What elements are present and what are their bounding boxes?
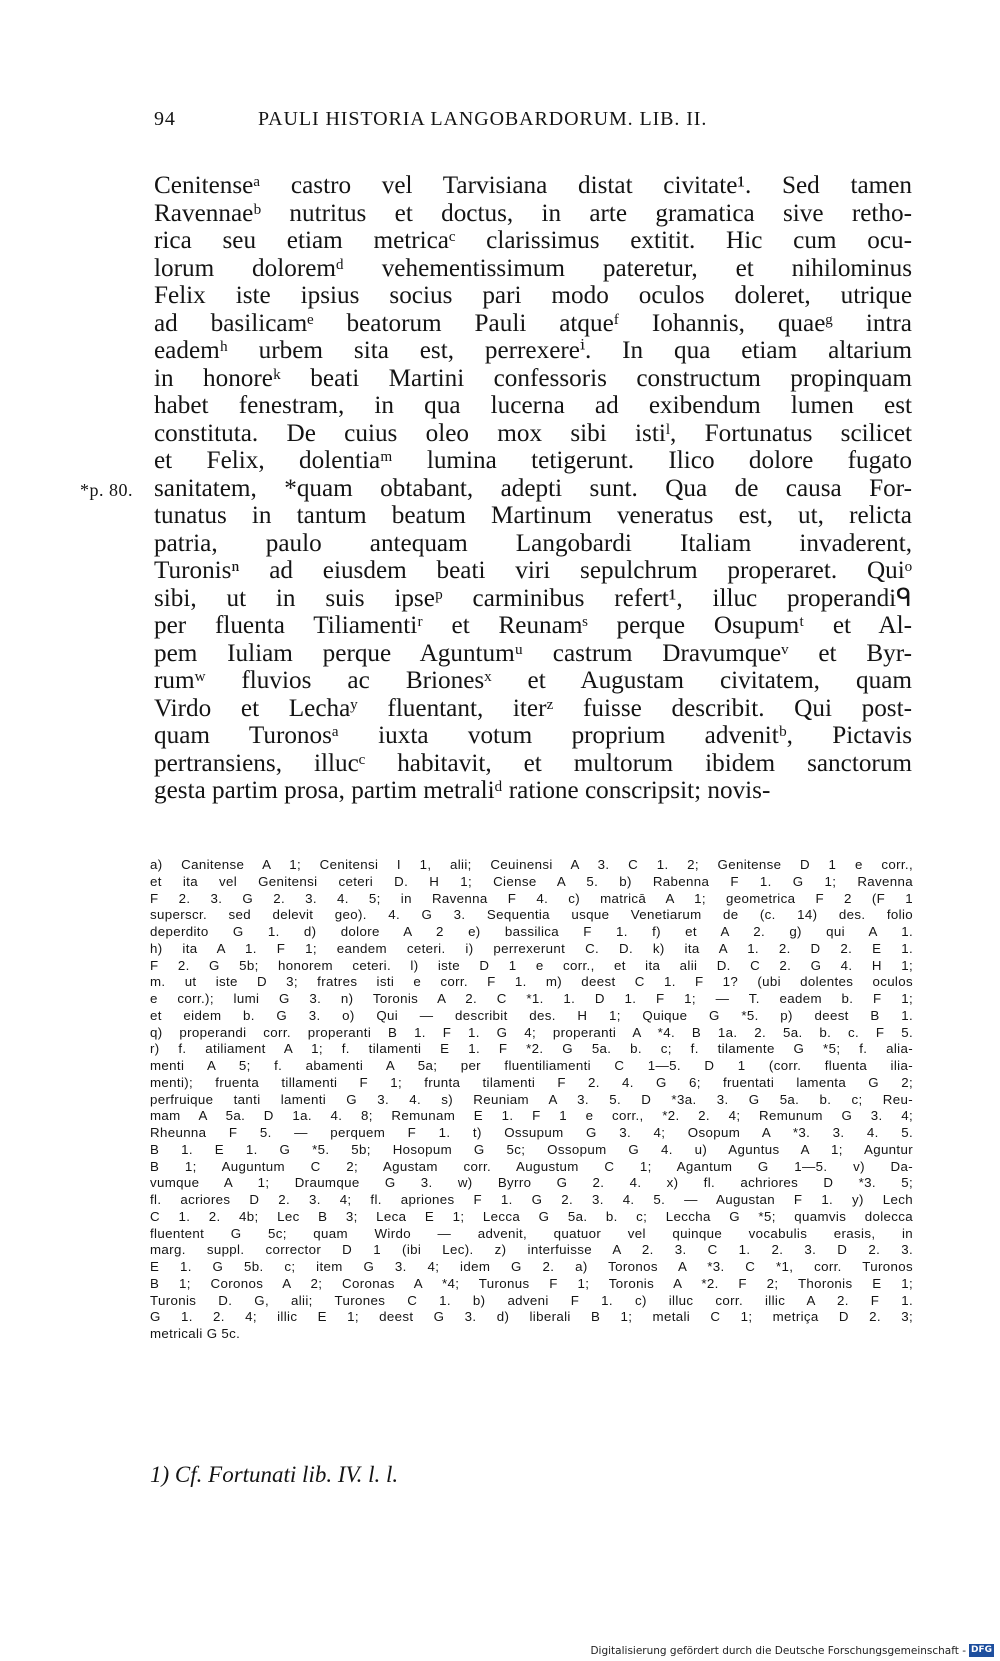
text-line xyxy=(154,365,912,393)
apparatus-line: F 2. G 5b; honorem ceteri. l) iste D 1 e corr., et ita alii D. C 2. G 4. H 1; xyxy=(150,957,913,973)
apparatus-line: menti A 5; f. abamenti A 5a; per fluentiliamenti C 1—5. D 1 (corr. fluenta ilia- xyxy=(150,1058,913,1073)
digitization-credit xyxy=(590,1644,994,1657)
credit-text: Digitalisierung gefördert durch die Deutsche Forschungsgemeinschaft - xyxy=(590,1644,966,1657)
text-line xyxy=(80,474,912,503)
text-line xyxy=(154,420,912,448)
running-header xyxy=(154,108,816,131)
text-line xyxy=(154,585,912,613)
text-line-content: patria, paulo antequam Langobardi Italiam invaderent, xyxy=(154,529,912,557)
apparatus-line: a) Canitense A 1; Cenitensi I 1, alii; Ceuinensi A 3. C 1. 2; Genitense D 1 e corr., xyxy=(150,857,913,872)
apparatus-line: fluentent G 5c; quam Wirdo — advenit, quatuor vel quinque vocabulis erasis, in xyxy=(150,1225,913,1241)
text-line-content: Virdo et Lechaʸ fluentant, iterᶻ fuisse describit. Qui post- xyxy=(154,694,912,722)
text-line-content: Cenitenseᵃ castro vel Tarvisiana distat civitate¹. Sed tamen xyxy=(154,172,912,199)
text-line xyxy=(154,777,912,805)
text-line xyxy=(154,695,912,723)
text-line xyxy=(154,200,912,228)
apparatus-line: r) f. atiliament A 1; f. tilamenti E 1. F *2. G 5a. b. c; f. tilamente G *5; f. alia- xyxy=(150,1041,913,1057)
text-line-content: quam Turonosᵃ iuxta votum proprium advenitᵇ, Pictavis xyxy=(154,722,912,749)
apparatus-line: e corr.); lumi G 3. n) Toronis A 2. C *1. 1. D 1. F 1; — T. eadem b. F 1; xyxy=(150,991,913,1006)
main-text xyxy=(80,172,912,805)
apparatus-line: et eidem b. G 3. o) Qui — describit des. H 1; Quique G *5. p) deest B 1. xyxy=(150,1007,913,1023)
apparatus-line: perfruique tanti lamenti G 3. 4. s) Reuniam A 3. 5. D *3a. 3. G 5a. b. c; Reu- xyxy=(150,1091,913,1107)
running-title: PAULI HISTORIA LANGOBARDORUM. LIB. II. xyxy=(258,108,708,130)
text-line xyxy=(154,667,912,695)
text-line-content: lorum doloremᵈ vehementissimum pateretur, et nihilominus xyxy=(154,254,912,282)
text-line-content: per fluenta Tiliamentiʳ et Reunamˢ perque Osupumᵗ et Al- xyxy=(154,612,912,639)
apparatus-line: h) ita A 1. F 1; eandem ceteri. i) perrexerunt C. D. k) ita A 1. 2. D 2. E 1. xyxy=(150,940,913,956)
apparatus-line: C 1. 2. 4b; Lec B 3; Leca E 1; Lecca G 5a. b. c; Leccha G *5; quamvis dolecca xyxy=(150,1208,913,1224)
text-line-content: sibi, ut in suis ipseᵖ carminibus refert¹, illuc properandiᑫ xyxy=(154,584,912,612)
apparatus-line: vumque A 1; Draumque G 3. w) Byrro G 2. 4. x) fl. achriores D *3. 5; xyxy=(150,1175,913,1191)
apparatus-line: metricali G 5c. xyxy=(150,1326,241,1341)
apparatus-line: menti); fruenta tillamenti F 1; frunta tilamenti F 2. 4. G 6; fruentati lamenta G 2; xyxy=(150,1074,913,1090)
apparatus-line: B 1; Coronos A 2; Coronas A *4; Turonus F 1; Toronis A *2. F 2; Thoronis E 1; xyxy=(150,1275,913,1291)
critical-apparatus xyxy=(150,857,913,1343)
text-line xyxy=(154,227,912,255)
text-line-content: rica seu etiam metricaᶜ clarissimus extitit. Hic cum ocu- xyxy=(154,227,912,254)
apparatus-line: B 1; Auguntum C 2; Agustam corr. Augustum C 1; Agantum G 1—5. v) Da- xyxy=(150,1158,913,1174)
apparatus-line: et ita vel Genitensi ceteri D. H 1; Ciense A 5. b) Rabenna F 1. G 1; Ravenna xyxy=(150,873,913,889)
apparatus-line: m. ut iste D 3; fratres isti e corr. F 1. m) deest C 1. F 1? (ubi dolentes oculos xyxy=(150,974,913,990)
apparatus-line: fl. acriores D 2. 3. 4; fl. apriones F 1. G 2. 3. 4. 5. — Augustan F 1. y) Lech xyxy=(150,1192,913,1207)
text-line-content: eademʰ urbem sita est, perrexereⁱ. In qua etiam altarium xyxy=(154,337,912,364)
text-line xyxy=(154,612,912,640)
text-line xyxy=(154,722,912,750)
apparatus-line: mam A 5a. D 1a. 4. 8; Remunam E 1. F 1 e corr., *2. 2. 4; Remunum G 3. 4; xyxy=(150,1108,913,1124)
margin-page-note: *p. 80. xyxy=(80,479,133,500)
text-line-content: Ravennaeᵇ nutritus et doctus, in arte gramatica sive retho- xyxy=(154,199,912,227)
text-line-content: pem Iuliam perque Aguntumᵘ castrum Dravumqueᵛ et Byr- xyxy=(154,639,912,667)
apparatus-line: superscr. sed delevit geo). 4. G 3. Sequentia usque Venetiarum de (c. 14) des. folio xyxy=(150,907,913,923)
text-line-content: Turonisⁿ ad eiusdem beati viri sepulchrum properaret. Quiᵒ xyxy=(154,557,912,584)
apparatus-line: B 1. E 1. G *5. 5b; Hosopum G 5c; Ossopum G 4. u) Aguntus A 1; Aguntur xyxy=(150,1141,913,1157)
apparatus-line: q) properandi corr. properanti B 1. F 1. G 4; properanti A *4. B 1a. 2. 5a. b. c. F 5. xyxy=(150,1024,913,1040)
text-line xyxy=(154,557,912,585)
text-line xyxy=(154,750,912,778)
text-line-content: rumʷ fluvios ac Brionesˣ et Augustam civitatem, quam xyxy=(154,667,912,694)
text-line xyxy=(154,255,912,283)
page-number: 94 xyxy=(154,108,176,130)
apparatus-line: Turonis D. G, alii; Turones C 1. b) adveni F 1. c) illuc corr. illic A 2. F 1. xyxy=(150,1292,913,1308)
text-line xyxy=(154,640,912,668)
text-line xyxy=(154,502,912,530)
apparatus-line: F 2. 3. G 2. 3. 4. 5; in Ravenna F 4. c) matricā A 1; geometrica F 2 (F 1 xyxy=(150,890,913,906)
text-line xyxy=(154,310,912,338)
text-line-content: tunatus in tantum beatum Martinum veneratus est, ut, relicta xyxy=(154,502,912,529)
text-line xyxy=(154,530,912,558)
text-line xyxy=(154,172,912,200)
text-line-content: pertransiens, illucᶜ habitavit, et multorum ibidem sanctorum xyxy=(154,749,912,777)
text-line xyxy=(154,447,912,475)
text-line-content: gesta partim prosa, partim metraliᵈ ratione conscripsit; novis- xyxy=(154,777,771,804)
apparatus-line: G 1. 2. 4; illic E 1; deest G 3. d) liberali B 1; metali C 1; metriça D 2. 3; xyxy=(150,1309,913,1325)
apparatus-line: E 1. G 5b. c; item G 3. 4; idem G 2. a) Toronos A *3. C *1, corr. Turonos xyxy=(150,1259,913,1274)
dfg-logo: DFG xyxy=(970,1645,992,1655)
text-line-content: ad basilicamᵉ beatorum Pauli atqueᶠ Iohannis, quaeᵍ intra xyxy=(154,309,912,337)
apparatus-line: deperdito G 1. d) dolore A 2 e) bassilica F 1. f) et A 2. g) qui A 1. xyxy=(150,924,913,939)
text-line-content: sanitatem, *quam obtabant, adepti sunt. Qua de causa For- xyxy=(154,474,912,502)
text-line-content: Felix iste ipsius socius pari modo oculos doleret, utrique xyxy=(154,282,912,309)
footnote: 1) Cf. Fortunati lib. IV. l. l. xyxy=(150,1462,399,1487)
text-line xyxy=(154,337,912,365)
text-line xyxy=(154,282,912,310)
text-line-content: et Felix, dolentiaᵐ lumina tetigerunt. Ilico dolore fugato xyxy=(154,447,912,474)
text-line-content: in honoreᵏ beati Martini confessoris constructum propinquam xyxy=(154,364,912,392)
text-line-content: constituta. De cuius oleo mox sibi istiˡ, Fortunatus scilicet xyxy=(154,419,912,447)
apparatus-line: marg. suppl. corrector D 1 (ibi Lec). z) interfuisse A 2. 3. C 1. 2. 3. D 2. 3. xyxy=(150,1242,913,1258)
apparatus-line: Rheunna F 5. — perquem F 1. t) Ossupum G 3. 4; Osopum A *3. 3. 4. 5. xyxy=(150,1125,913,1140)
text-line-content: habet fenestram, in qua lucerna ad exibendum lumen est xyxy=(154,392,912,419)
text-line xyxy=(154,392,912,420)
